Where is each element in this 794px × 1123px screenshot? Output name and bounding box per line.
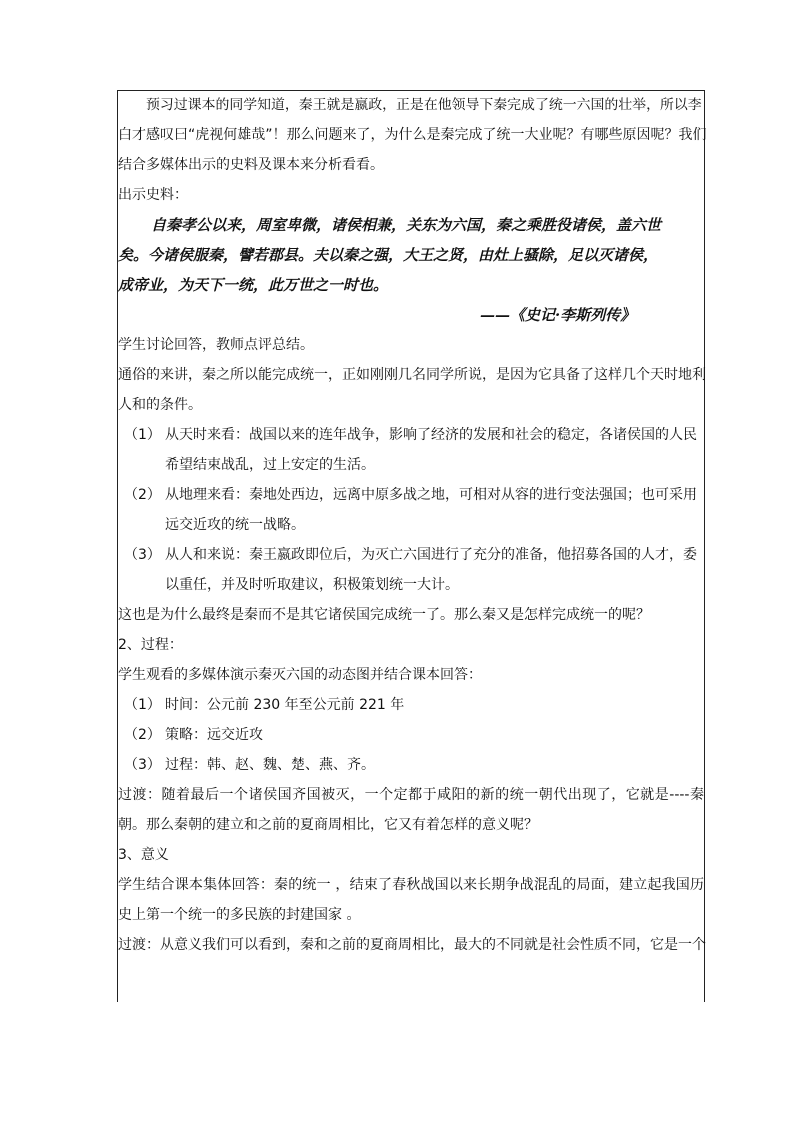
process-item-2-text: 策略：远交近攻 (165, 727, 263, 743)
transition-2-text: 过渡：从意义我们可以看到，秦和之前的夏商周相比，最大的不同就是社会性质不同，它是一个 (118, 937, 706, 953)
source-label: 出示史料： (118, 187, 188, 203)
significance-heading: 3、意义 (118, 847, 169, 863)
reason-1-line-2: 希望结束战乱，过上安定的生活。 (165, 457, 375, 473)
process-item-1-text: 时间：公元前 230 年至公元前 221 年 (165, 697, 405, 713)
process-item-1-number: （1） (124, 697, 161, 713)
reason-1-number: （1） (124, 427, 161, 443)
summary-line-1: 通俗的来讲，秦之所以能完成统一，正如刚刚几名同学所说，是因为它具备了这样几个天时地利 (118, 367, 706, 383)
summary-line-2: 人和的条件。 (118, 397, 202, 413)
process-item-2-number: （2） (124, 727, 161, 743)
reason-1-line-1: 从天时来看：战国以来的连年战争，影响了经济的发展和社会的稳定，各诸侯国的人民 (165, 427, 697, 443)
process-item-3-text: 过程：韩、赵、魏、楚、燕、齐。 (165, 757, 375, 773)
reason-2-line-1: 从地理来看：秦地处西边，远离中原多战之地，可相对从容的进行变法强国；也可采用 (165, 487, 697, 503)
reason-3-line-2: 以重任，并及时听取建议，积极策划统一大计。 (165, 577, 459, 593)
quote-line-3: 成帝业，为天下一统，此万世之一时也。 (118, 276, 389, 294)
reason-2-number: （2） (124, 487, 161, 503)
process-item-3-number: （3） (124, 757, 161, 773)
intro-line-2: 白才感叹曰“虎视何雄哉”！那么问题来了，为什么是秦完成了统一大业呢？有哪些原因呢？我们 (118, 127, 707, 143)
reason-3-line-1: 从人和来说：秦王嬴政即位后，为灭亡六国进行了充分的准备，他招募各国的人才，委 (165, 547, 697, 563)
process-heading: 2、过程： (118, 637, 183, 653)
process-intro: 学生观看的多媒体演示秦灭六国的动态图并结合课本回答： (118, 667, 482, 683)
discussion-text: 学生讨论回答，教师点评总结。 (118, 337, 314, 353)
significance-line-1: 学生结合课本集体回答：秦的统一 ，结束了春秋战国以来长期争战混乱的局面，建立起我国历 (118, 877, 704, 893)
question-text: 这也是为什么最终是秦而不是其它诸侯国完成统一了。那么秦又是怎样完成统一的呢？ (118, 607, 650, 623)
lesson-table-cell (117, 90, 705, 1002)
transition-1-line-1: 过渡：随着最后一个诸侯国齐国被灭，一个定都于咸阳的新的统一朝代出现了，它就是----秦 (118, 787, 704, 803)
intro-line-3: 结合多媒体出示的史料及课本来分析看看。 (118, 157, 384, 173)
significance-line-2: 史上第一个统一的多民族的封建国家 。 (118, 907, 361, 923)
quote-citation: ——《史记·李斯列传》 (480, 306, 636, 324)
reason-2-line-2: 远交近攻的统一战略。 (165, 517, 305, 533)
transition-1-line-2: 朝。那么秦朝的建立和之前的夏商周相比，它又有着怎样的意义呢？ (118, 817, 538, 833)
intro-line-1: 预习过课本的同学知道，秦王就是嬴政，正是在他领导下秦完成了统一六国的壮举，所以李 (146, 97, 702, 113)
quote-line-2: 矣。今诸侯服秦，譬若郡县。夫以秦之强，大王之贤，由灶上骚除，足以灭诸侯， (118, 246, 659, 264)
quote-line-1: 自秦孝公以来，周室卑微，诸侯相兼，关东为六国，秦之乘胜役诸侯，盖六世 (151, 216, 662, 234)
reason-3-number: （3） (124, 547, 161, 563)
